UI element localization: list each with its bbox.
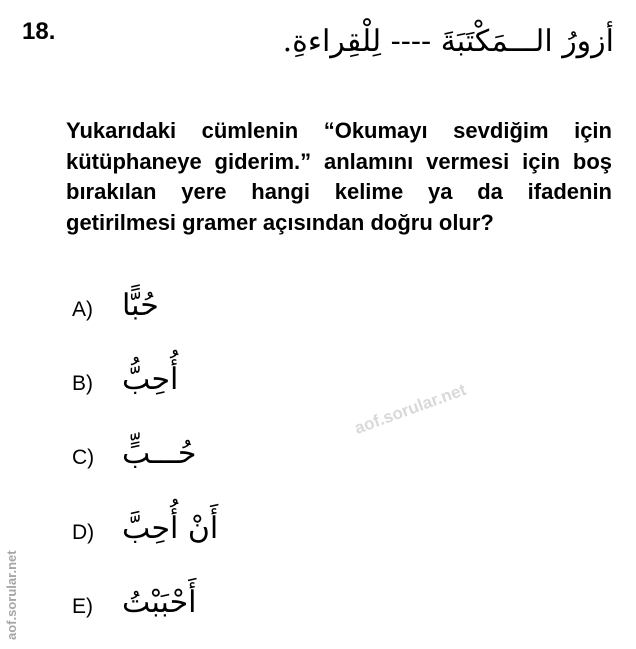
question-text: Yukarıdaki cümlenin “Okumayı sevdiğim için kütüphaneye giderim.” anlamını vermesi için boş bırakılan yere hangi kelime ya da ifadenin getirilmesi gramer açısından doğru olur? xyxy=(66,118,612,235)
option-a-letter: A) xyxy=(72,298,93,321)
option-d[interactable] xyxy=(72,511,372,571)
option-b[interactable] xyxy=(72,362,372,422)
option-c-letter: C) xyxy=(72,446,95,469)
option-d-letter: D) xyxy=(72,521,95,544)
option-b-letter: B) xyxy=(72,372,93,395)
watermark-side: aof.sorular.net xyxy=(4,550,19,640)
option-b-text: أُحِبُّ xyxy=(122,362,179,397)
option-e-letter: E) xyxy=(72,595,93,618)
option-c-text: حُـــبٍّ xyxy=(122,436,197,471)
option-d-text: أَنْ أُحِبَّ xyxy=(122,511,219,546)
option-a[interactable] xyxy=(72,288,372,348)
option-c[interactable] xyxy=(72,436,372,496)
option-e-text: أَحْبَبْتُ xyxy=(122,585,197,620)
watermark-center: aof.sorular.net xyxy=(352,379,469,438)
option-a-text: حُبًّا xyxy=(122,288,159,323)
question-number: 18. xyxy=(22,18,56,45)
arabic-sentence: أزورُ الـــمَكْتَبَةَ ---- لِلْقِراءةِ. xyxy=(282,24,614,59)
option-e[interactable] xyxy=(72,585,372,645)
